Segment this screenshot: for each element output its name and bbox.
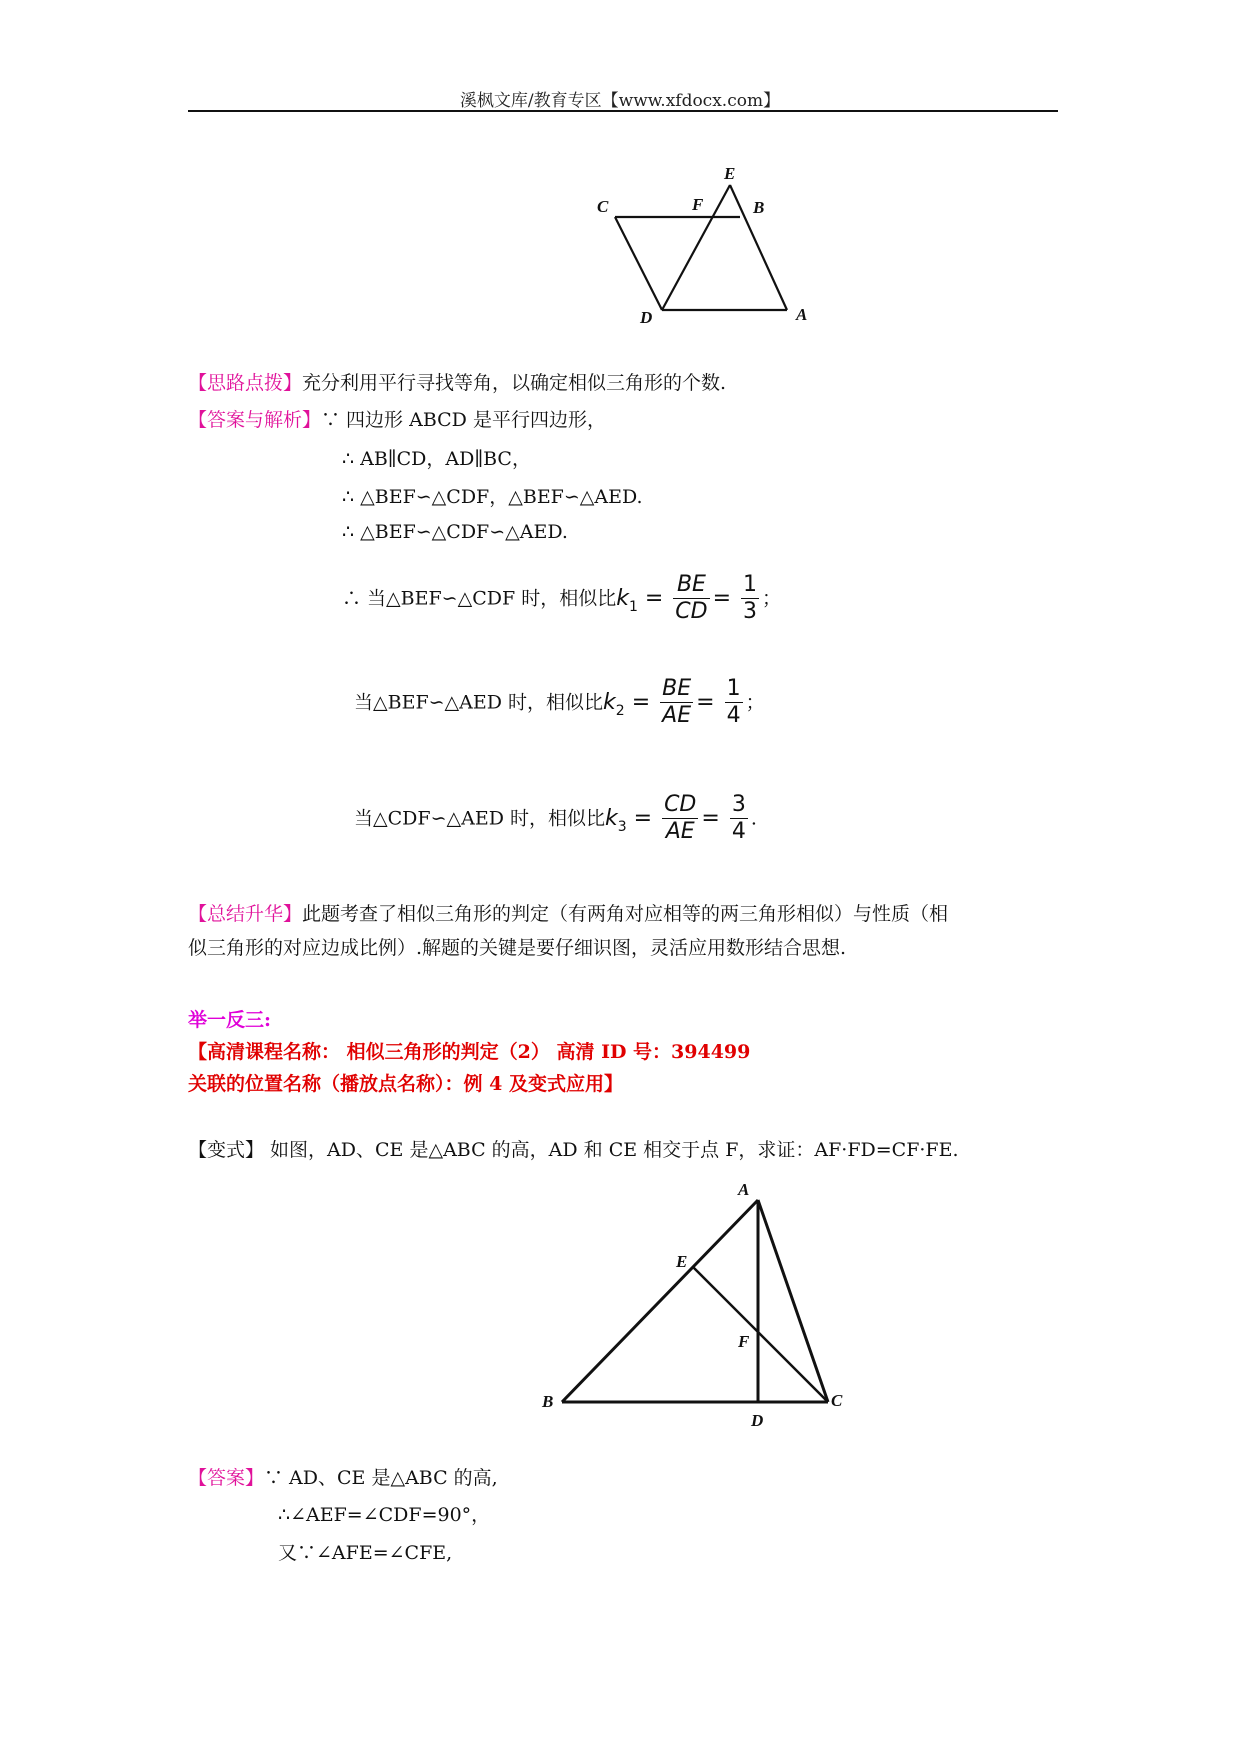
label-a: A [796,305,808,324]
triangle-lines [562,1200,828,1402]
answer-text-1: ∵ 四边形 ABCD 是平行四边形， [321,409,606,431]
label-e: E [676,1252,688,1271]
answer-line-3: ∴ △BEF∽△CDF，△BEF∽△AED. [342,486,643,508]
numerator: BE [673,572,709,599]
k-symbol: k [603,689,616,715]
label-c: C [597,197,609,216]
ratio-3-end: . [750,807,757,830]
numerator: BE [662,676,692,701]
position-line[interactable]: 关联的位置名称（播放点名称）：例 4 及变式应用】 [188,1073,623,1095]
answer2-text-1: ∵ AD、CE 是△ABC 的高, [264,1467,498,1489]
label-c: C [831,1391,843,1410]
numerator: CD [664,792,697,817]
denominator: 4 [731,819,746,844]
label-d: D [640,308,653,327]
numerator: 3 [731,792,746,817]
figure-triangle [540,1170,860,1430]
hint-line [188,368,726,395]
summary-line-2: 似三角形的对应边成比例）.解题的关键是要仔细识图，灵活应用数形结合思想. [188,937,847,959]
ratio-2-prefix: 当△BEF∽△AED 时，相似比 [354,691,604,714]
answer-line-2: ∴ AB∥CD，AD∥BC， [342,448,531,470]
ratio-1-end: ； [762,587,782,610]
fraction-1a [673,572,709,625]
segment-ac [758,1200,828,1402]
k-symbol: k [604,805,618,831]
summary-text-1: 此题考查了相似三角形的判定（有两角对应相等的两三角形相似）与性质（相 [302,903,949,925]
fraction-1b [741,572,759,625]
denominator: 4 [726,703,741,728]
figure-parallelogram [580,160,830,330]
numerator: 1 [743,572,758,597]
variant-tag: 【变式】 [188,1139,265,1161]
fraction-2b [725,676,743,729]
label-d: D [751,1411,764,1430]
ratio-1-formula: $k_1$ = $\frac{BE}{CD}$ = $\frac{1}{3}$ [616,572,758,624]
hint-text: 充分利用平行寻找等角，以确定相似三角形的个数. [302,372,727,394]
k-symbol: k [616,585,629,611]
label-a: A [738,1180,750,1199]
answer2-line-2: ∴∠AEF=∠CDF=90°， [278,1504,491,1526]
segment-cd [615,217,662,310]
denominator: CD [675,599,708,624]
label-e: E [724,164,736,183]
answer2-line-1 [188,1463,498,1490]
numerator: 1 [726,676,741,701]
label-b: B [753,198,765,217]
hint-tag: 【思路点拨】 [188,372,303,394]
ratio-2-end: ； [745,691,765,714]
ratio-1 [342,572,781,625]
header-rule [188,110,1058,112]
k-subscript: 2 [615,702,625,719]
altitude-ce [693,1267,828,1402]
ratio-3-formula: $k_3$ = $\frac{CD}{AE}$ = $\frac{3}{4}$ [604,792,746,844]
page-header: 溪枫文库/教育专区【www.xfdocx.com】 [459,91,781,111]
answer-tag: 【答案与解析】 [188,409,322,431]
answer-line-4: ∴ △BEF∽△CDF∽△AED. [342,521,568,543]
ratio-3 [354,792,757,845]
practice-title: 举一反三: [188,1009,272,1031]
fraction-2a [660,676,693,729]
denominator: AE [662,703,692,728]
denominator: AE [665,819,695,844]
ratio-2-formula: $k_2$ = $\frac{BE}{AE}$ = $\frac{1}{4}$ [603,676,741,728]
answer-line-1 [188,405,606,432]
answer2-tag: 【答案】 [188,1467,265,1489]
fraction-3a [662,792,698,845]
k-subscript: 3 [617,818,627,835]
k-subscript: 1 [628,598,638,615]
summary-tag: 【总结升华】 [188,903,303,925]
answer2-line-3: 又∵∠AFE=∠CFE, [278,1542,453,1564]
ratio-2 [354,676,765,729]
label-f: F [738,1332,750,1351]
course-line[interactable]: 【高清课程名称： 相似三角形的判定（2） 高清 ID 号：394499 [188,1041,751,1063]
fraction-3b [730,792,748,845]
summary-line-1 [188,899,948,926]
ratio-1-prefix: ∴ 当△BEF∽△CDF 时，相似比 [342,587,617,610]
variant-line [188,1135,959,1162]
ratio-3-prefix: 当△CDF∽△AED 时，相似比 [354,807,605,830]
variant-text: 如图，AD、CE 是△ABC 的高，AD 和 CE 相交于点 F，求证：AF·FD=CF·FE. [264,1139,959,1161]
label-b: B [542,1392,554,1411]
label-f: F [692,195,704,214]
denominator: 3 [743,599,758,624]
